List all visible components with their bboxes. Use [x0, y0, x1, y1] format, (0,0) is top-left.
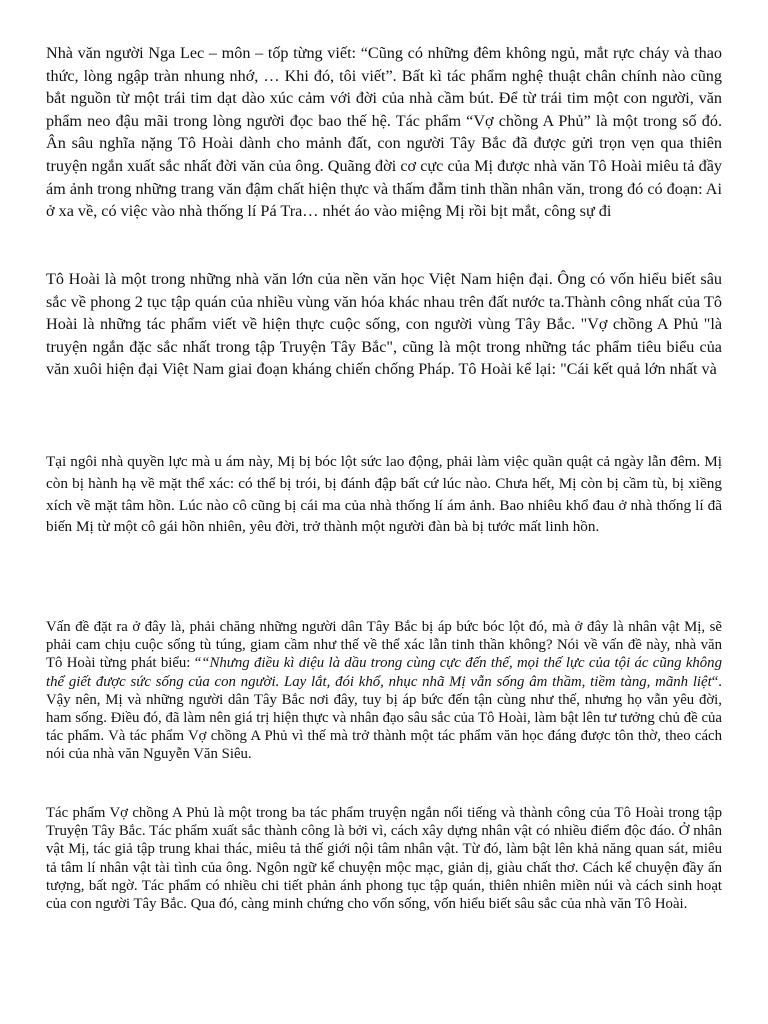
paragraph-intro: Nhà văn người Nga Lec – môn – tốp từng viết: “Cũng có những đêm không ngủ, mắt rực cháy và thao thức, lòng ngập tràn nhung nhớ, … Khi đó, tôi viết”. Bất kì tác phẩm nghệ thuật chân chính nào cũng bắt nguồn từ một trái tim dạt dào xúc cảm với đời của nhà cầm bút. Để từ trái tim một con người, văn phẩm neo đậu mãi trong lòng người đọc bao thế hệ. Tác phẩm “Vợ chồng A Phủ” là một trong số đó. Ân sâu nghĩa nặng Tô Hoài dành cho mảnh đất, con người Tây Bắc đã được gửi trọn vẹn qua thiên truyện ngắn xuất sắc nhất đời văn của ông. Quãng đời cơ cực của Mị được nhà văn Tô Hoài miêu tả đầy ám ảnh trong những trang văn đậm chất hiện thực và thấm đẫm tinh thần nhân văn, trong đó có đoạn: Ai ở xa về, có việc vào nhà thống lí Pá Tra… nhét áo vào miệng Mị rồi bịt mắt, công sự đi	[46, 44, 722, 221]
paragraph-vitality-lead: Vấn đề đặt ra ở đây là, phải chăng những người dân Tây Bắc bị áp bức bóc lột đó, mà ở đây là nhân vật Mị, sẽ phải cam chịu cuộc sống tù túng, giam cầm như thế về thể xác lẫn tinh thần không? Nói về vấn đề này, nhà văn Tô Hoài từng phát biểu: “	[46, 619, 722, 672]
paragraph-vitality-tail: “. Vậy nên, Mị và những người dân Tây Bắc nơi đây, tuy bị áp bức đến tận cùng như thế, nhưng họ vẫn yêu đời, ham sống. Điều đó, đã làm nên giá trị hiện thực và nhân đạo sâu sắc của Tô Hoài, làm bật lên tư tưởng chủ đề của tác phẩm. Và tác phẩm Vợ chồng A Phủ vì thế mà trở thành một tác phẩm văn học đáng được tôn thờ, theo cách nói của nhà văn Nguyễn Văn Siêu.	[46, 673, 722, 763]
paragraph-vitality	[46, 618, 722, 764]
paragraph-author: Tô Hoài là một trong những nhà văn lớn của nền văn học Việt Nam hiện đại. Ông có vốn hiểu biết sâu sắc về phong 2 tục tập quán của nhiều vùng văn hóa khác nhau trên đất nước ta.Thành công nhất của Tô Hoài là những tác phẩm viết về hiện thực cuộc sống, con người vùng Tây Bắc. "Vợ chồng A Phủ "là truyện ngắn đặc sắc nhất trong tập Truyện Tây Bắc", cũng là một trong những tác phẩm tiêu biểu của văn xuôi hiện đại Việt Nam giai đoạn kháng chiến chống Pháp. Tô Hoài kể lại: "Cái kết quả lớn nhất và	[46, 270, 722, 379]
paragraph-suffering: Tại ngôi nhà quyền lực mà u ám này, Mị bị bóc lột sức lao động, phải làm việc quần quật cả ngày lẫn đêm. Mị còn bị hành hạ về mặt thể xác: có thể bị trói, bị đánh đập bất cứ lúc nào. Chưa hết, Mị còn bị cầm tù, bị xiềng xích về mặt tâm hồn. Lúc nào cô cũng bị cái ma của nhà thống lí ám ảnh. Bao nhiêu khổ đau ở nhà thống lí đã biến Mị từ một cô gái hồn nhiên, yêu đời, trở thành một người đàn bà bị tước mất linh hồn.	[46, 453, 722, 536]
quote-italic: “Nhưng điều kì diệu là dầu trong cùng cực đến thế, mọi thế lực của tội ác cũng không thể giết được sức sống của con người. Lay lắt, đói khổ, nhục nhã Mị vẫn sống âm thầm, tiềm tàng, mãnh liệt	[46, 655, 722, 690]
paragraph-conclusion: Tác phẩm Vợ chồng A Phủ là một trong ba tác phẩm truyện ngắn nổi tiếng và thành công của Tô Hoài trong tập Truyện Tây Bắc. Tác phẩm xuất sắc thành công là bởi vì, cách xây dựng nhân vật có nhiều điểm độc đáo. Ở nhân vật Mị, tác giả tập trung khai thác, miêu tả thế giới nội tâm nhân vật. Từ đó, làm bật lên khả năng quan sát, miêu tả tâm lí nhân vật tài tình của ông. Ngôn ngữ kể chuyện mộc mạc, giản dị, giàu chất thơ. Cách kể chuyện đầy ấn tượng, bất ngờ. Tác phẩm có nhiều chi tiết phản ánh phong tục tập quán, thiên nhiên miền núi và cách sinh hoạt của con người Tây Bắc. Qua đó, càng minh chứng cho vốn sống, vốn hiểu biết sâu sắc của nhà văn Tô Hoài.	[46, 805, 722, 913]
